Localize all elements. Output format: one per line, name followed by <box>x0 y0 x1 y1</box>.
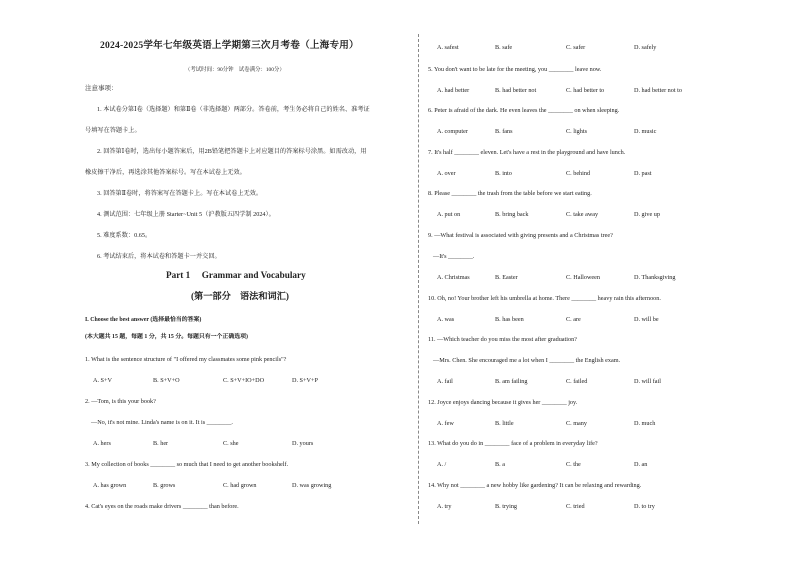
q13-option-c: C. the <box>566 461 581 468</box>
q12-option-b: B. little <box>495 420 514 427</box>
column-divider <box>418 34 419 524</box>
q12-option-d: D. much <box>634 420 656 427</box>
part-title: Part 1 Grammar and Vocabulary <box>166 270 306 280</box>
question-13: 13. What do you do in ________ face of a problem in everyday life? <box>428 440 598 447</box>
q7-option-d: D. past <box>634 170 652 177</box>
note-3: 3. 回答第Ⅱ卷时，将答案写在答题卡上。写在本试卷上无效。 <box>97 190 263 197</box>
question-1: 1. What is the sentence structure of "I offered my classmates some pink pencils"? <box>85 356 287 363</box>
notes-heading: 注意事项： <box>85 85 118 92</box>
q11-option-c: C. failed <box>566 378 588 385</box>
part-title-cn: (第一部分 语法和词汇) <box>191 291 289 301</box>
q2-option-c: C. she <box>223 440 239 447</box>
q2-option-d: D. yours <box>292 440 314 447</box>
q14-option-a: A. try <box>437 503 452 510</box>
question-8: 8. Please ________ the trash from the table before we start eating. <box>428 190 592 197</box>
q10-option-b: B. has been <box>495 316 524 323</box>
note-5: 5. 难度系数：0.65。 <box>97 232 152 239</box>
q13-option-d: D. an <box>634 461 648 468</box>
q6-option-c: C. lights <box>566 128 587 135</box>
note-1: 1. 本试卷分第Ⅰ卷（选择题）和第Ⅱ卷（非选择题）两部分。答卷前，考生务必将自己的姓名、准考证 <box>97 106 370 113</box>
note-2-cont: 橡皮擦干净后，再选涂其他答案标号。写在本试卷上无效。 <box>85 169 246 176</box>
q1-option-c: C. S+V+IO+DO <box>223 377 265 384</box>
q7-option-b: B. into <box>495 170 512 177</box>
q1-option-a: A. S+V <box>93 377 112 384</box>
exam-subtitle: （考试时间：90分钟 试卷满分：100分） <box>185 67 285 73</box>
exam-title: 2024-2025学年七年级英语上学期第三次月考卷（上海专用） <box>100 40 359 51</box>
q8-option-b: B. bring back <box>495 211 529 218</box>
q8-option-a: A. put on <box>437 211 461 218</box>
q9-option-d: D. Thanksgiving <box>634 274 676 281</box>
q13-option-b: B. a <box>495 461 505 468</box>
q1-option-d: D. S+V+P <box>292 377 318 384</box>
q3-option-d: D. was growing <box>292 482 332 489</box>
q11-option-a: A. fail <box>437 378 453 385</box>
q12-option-c: C. many <box>566 420 587 427</box>
q10-option-a: A. was <box>437 316 455 323</box>
question-10: 10. Oh, no! Your brother left his umbrella at home. There ________ heavy rain this afternoon. <box>428 295 661 302</box>
q2-option-b: B. her <box>153 440 169 447</box>
question-9: 9. —What festival is associated with giving presents and a Christmas tree? <box>428 232 613 239</box>
q9-option-c: C. Halloween <box>566 274 601 281</box>
question-4: 4. Cat's eyes on the roads make drivers ________ than before. <box>85 503 239 510</box>
q11-option-b: B. am failing <box>495 378 528 385</box>
q4-option-b: B. safe <box>495 44 513 51</box>
q3-option-c: C. had grown <box>223 482 257 489</box>
q3-option-a: A. has grown <box>93 482 127 489</box>
question-11-reply: —Mrs. Chen. She encouraged me a lot when I ________ the English exam. <box>433 357 621 364</box>
q11-option-d: D. will fail <box>634 378 661 385</box>
question-2: 2. —Tom, is this your book? <box>85 398 156 405</box>
q9-option-b: B. Easter <box>495 274 518 281</box>
q7-option-c: C. behind <box>566 170 591 177</box>
q4-option-c: C. safer <box>566 44 586 51</box>
note-6: 6. 考试结束后，将本试卷和答题卡一并交回。 <box>97 253 221 260</box>
question-3: 3. My collection of books ________ so much that I need to get another bookshelf. <box>85 461 289 468</box>
section-label: I. Choose the best answer (选择最恰当的答案) <box>85 317 202 323</box>
q10-option-c: C. are <box>566 316 581 323</box>
q3-option-b: B. grows <box>153 482 176 489</box>
q8-option-d: D. give up <box>634 211 660 218</box>
q7-option-a: A. over <box>437 170 456 177</box>
question-5: 5. You don't want to be late for the meeting, you ________ leave now. <box>428 66 602 73</box>
note-4: 4. 测试范围：七年级上册 Starter~Unit 5（沪教版五四学制 2024）。 <box>97 211 275 218</box>
q12-option-a: A. few <box>437 420 454 427</box>
q4-option-d: D. safely <box>634 44 657 51</box>
note-1-cont: 号填写在答题卡上。 <box>85 127 141 134</box>
q5-option-c: C. had better to <box>566 87 605 94</box>
question-7: 7. It's half ________ eleven. Let's have a rest in the playground and have lunch. <box>428 149 626 156</box>
q14-option-b: B. trying <box>495 503 518 510</box>
section-info: (本大题共 15 题，每题 1 分，共 15 分。每题只有一个正确选项) <box>85 334 248 340</box>
q2-option-a: A. hers <box>93 440 111 447</box>
note-2: 2. 回答第Ⅰ卷时，选出每小题答案后，用2B铅笔把答题卡上对应题目的答案标号涂黑。如需改动，用 <box>97 148 367 155</box>
question-12: 12. Joyce enjoys dancing because it gives her ________ joy. <box>428 399 578 406</box>
q4-option-a: A. safest <box>437 44 459 51</box>
q14-option-d: D. to try <box>634 503 655 510</box>
q5-option-a: A. had better <box>437 87 470 94</box>
question-11: 11. —Which teacher do you miss the most after graduation? <box>428 336 577 343</box>
q6-option-a: A. computer <box>437 128 468 135</box>
question-9-reply: —It's ________. <box>433 253 475 260</box>
q9-option-a: A. Christmas <box>437 274 470 281</box>
q1-option-b: B. S+V+O <box>153 377 180 384</box>
q6-option-b: B. fans <box>495 128 513 135</box>
q6-option-d: D. music <box>634 128 657 135</box>
question-2-reply: —No, it's not mine. Linda's name is on it. It is ________. <box>91 419 233 426</box>
q13-option-a: A. / <box>437 461 447 468</box>
question-6: 6. Peter is afraid of the dark. He even leaves the ________ on when sleeping. <box>428 107 620 114</box>
question-14: 14. Why not ________ a new hobby like gardening? It can be relaxing and rewarding. <box>428 482 642 489</box>
q10-option-d: D. will be <box>634 316 659 323</box>
q14-option-c: C. tried <box>566 503 585 510</box>
q5-option-d: D. had better not to <box>634 87 682 94</box>
q8-option-c: C. take away <box>566 211 599 218</box>
q5-option-b: B. had better not <box>495 87 537 94</box>
